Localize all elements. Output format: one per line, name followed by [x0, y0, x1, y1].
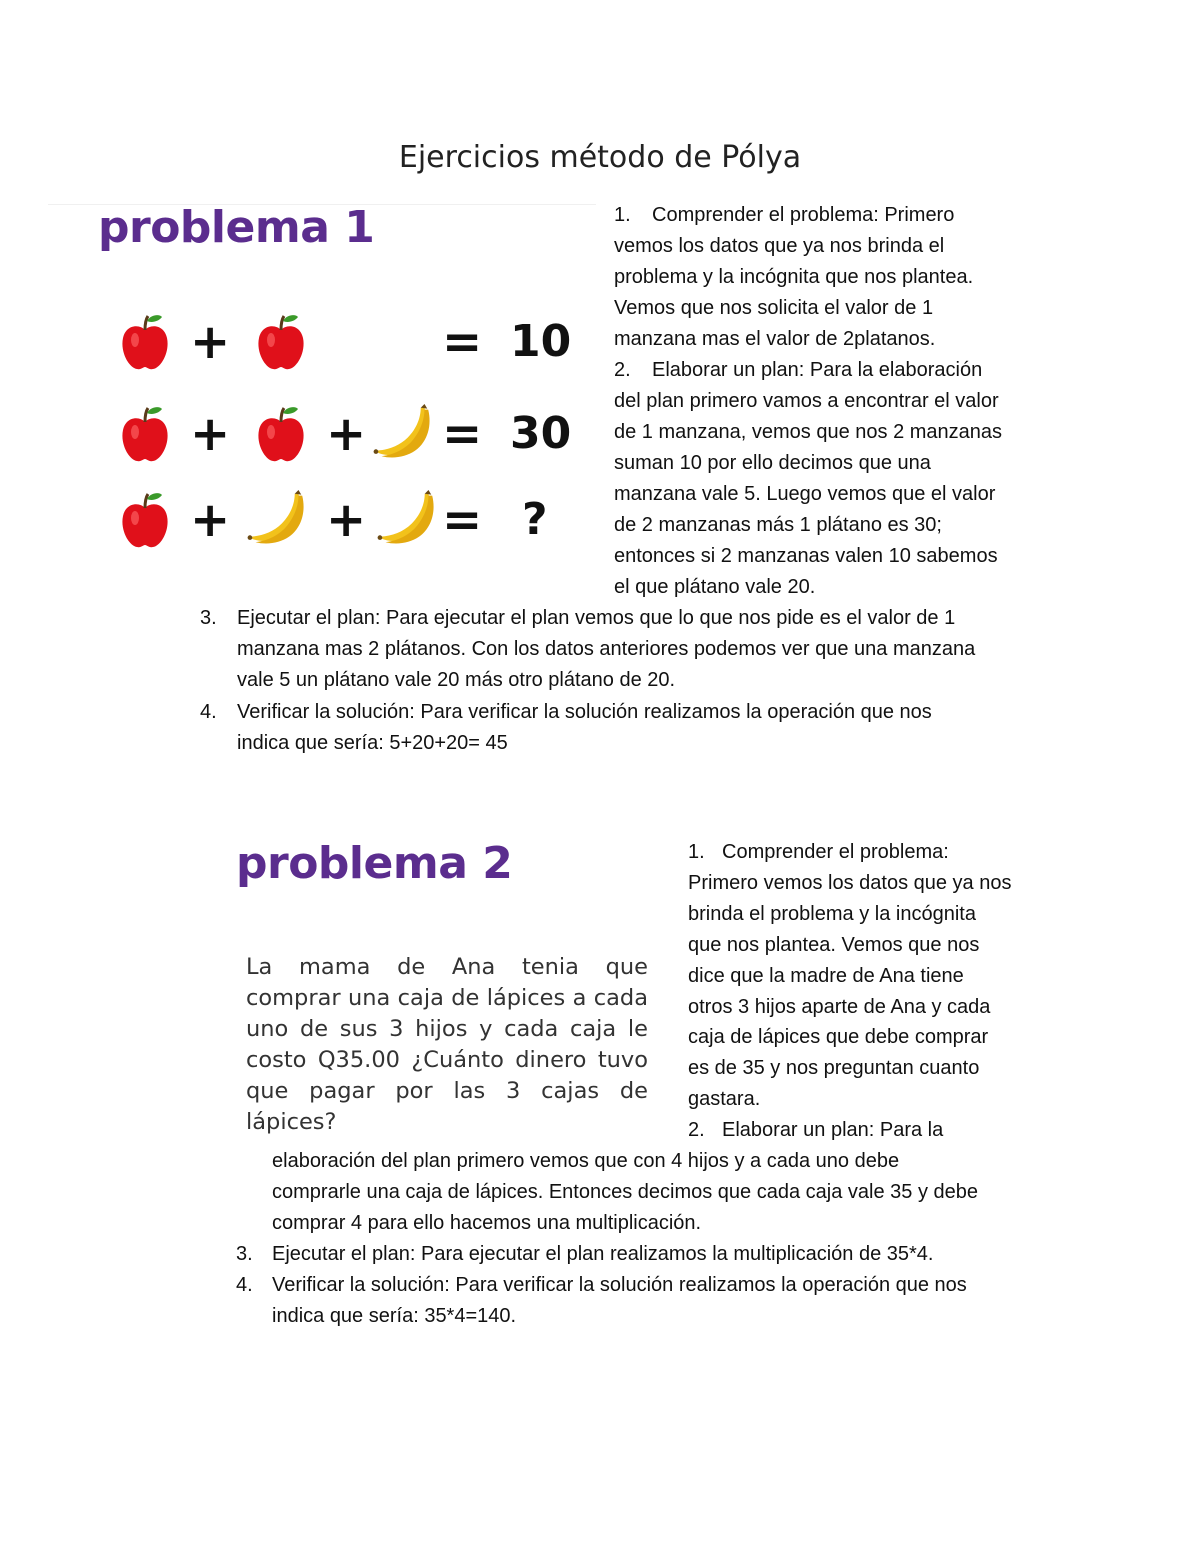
step-number: 1. — [688, 841, 705, 863]
step-line: elaboración del plan primero vemos que con 4 hijos y a cada uno debe — [272, 1150, 900, 1172]
step-line: comprarle una caja de lápices. Entonces decimos que cada caja vale 35 y debe — [272, 1181, 978, 1203]
equation-result: 30 — [510, 408, 572, 459]
document-title: Ejercicios método de Pólya — [398, 140, 802, 175]
equals-sign: = — [442, 406, 483, 462]
step-line: Primero vemos los datos que ya nos — [688, 872, 1012, 894]
step-line: gastara. — [688, 1088, 761, 1110]
problem-2-statement: La mama de Ana tenia que comprar una caja de lápices a cada uno de sus 3 hijos y cada caja le costo Q35.00 ¿Cuánto dinero tuvo que pagar por las 3 cajas de lápices? — [246, 954, 648, 1135]
step-line: Elaborar un plan: Para la elaboración — [652, 359, 983, 381]
plus-sign: + — [326, 492, 367, 548]
step-line: indica que sería: 5+20+20= 45 — [237, 732, 508, 754]
step-line: brinda el problema y la incógnita — [688, 903, 976, 925]
step-line: suman 10 por ello decimos que una — [614, 452, 931, 474]
step-line: manzana mas 2 plátanos. Con los datos anteriores podemos ver que una manzana — [237, 638, 976, 660]
step-line: es de 35 y nos preguntan cuanto — [688, 1057, 980, 1079]
step-line: Elaborar un plan: Para la — [722, 1119, 944, 1141]
banana-icon — [244, 490, 310, 546]
step-line: indica que sería: 35*4=140. — [272, 1305, 517, 1327]
plus-sign: + — [190, 492, 231, 548]
banana-icon — [374, 490, 440, 546]
problem-1-heading: problema 1 — [98, 202, 375, 253]
step-line: manzana vale 5. Luego vemos que el valor — [614, 483, 996, 505]
step-line: del plan primero vamos a encontrar el valor — [614, 390, 999, 412]
problem-2-heading: problema 2 — [236, 838, 513, 889]
equals-sign: = — [442, 314, 483, 370]
step-line: comprar 4 para ello hacemos una multiplicación. — [272, 1212, 702, 1234]
equation-result: ? — [522, 494, 548, 545]
plus-sign: + — [326, 406, 367, 462]
step-line: entonces si 2 manzanas valen 10 sabemos — [614, 545, 998, 567]
step-line: Verificar la solución: Para verificar la solución realizamos la operación que nos — [237, 701, 932, 723]
equation-result: 10 — [510, 316, 572, 367]
apple-icon — [118, 490, 172, 550]
step-line: Comprender el problema: Primero — [652, 204, 955, 226]
step-number: 4. — [236, 1274, 253, 1296]
apple-icon — [118, 312, 172, 372]
step-line: otros 3 hijos aparte de Ana y cada — [688, 996, 991, 1018]
step-line: dice que la madre de Ana tiene — [688, 965, 964, 987]
step-line: que nos plantea. Vemos que nos — [688, 934, 980, 956]
plus-sign: + — [190, 314, 231, 370]
step-line: manzana mas el valor de 2platanos. — [614, 328, 936, 350]
banana-icon — [370, 404, 436, 460]
step-line: caja de lápices que debe comprar — [688, 1026, 989, 1048]
equals-sign: = — [442, 492, 483, 548]
step-number: 2. — [688, 1119, 705, 1141]
step-number: 3. — [236, 1243, 253, 1265]
step-number: 3. — [200, 607, 217, 629]
step-line: vale 5 un plátano vale 20 más otro plátano de 20. — [237, 669, 676, 691]
step-line: Ejecutar el plan: Para ejecutar el plan realizamos la multiplicación de 35*4. — [272, 1243, 934, 1265]
apple-icon — [118, 404, 172, 464]
step-line: vemos los datos que ya nos brinda el — [614, 235, 945, 257]
apple-icon — [254, 404, 308, 464]
step-line: Verificar la solución: Para verificar la solución realizamos la operación que nos — [272, 1274, 967, 1296]
step-number: 1. — [614, 204, 631, 226]
step-line: el que plátano vale 20. — [614, 576, 816, 598]
plus-sign: + — [190, 406, 231, 462]
step-number: 2. — [614, 359, 631, 381]
step-line: problema y la incógnita que nos plantea. — [614, 266, 974, 288]
step-number: 4. — [200, 701, 217, 723]
step-line: de 1 manzana, vemos que nos 2 manzanas — [614, 421, 1003, 443]
step-line: Vemos que nos solicita el valor de 1 — [614, 297, 934, 319]
step-line: de 2 manzanas más 1 plátano es 30; — [614, 514, 942, 536]
step-line: Comprender el problema: — [722, 841, 949, 863]
step-line: Ejecutar el plan: Para ejecutar el plan vemos que lo que nos pide es el valor de 1 — [237, 607, 956, 629]
apple-icon — [254, 312, 308, 372]
